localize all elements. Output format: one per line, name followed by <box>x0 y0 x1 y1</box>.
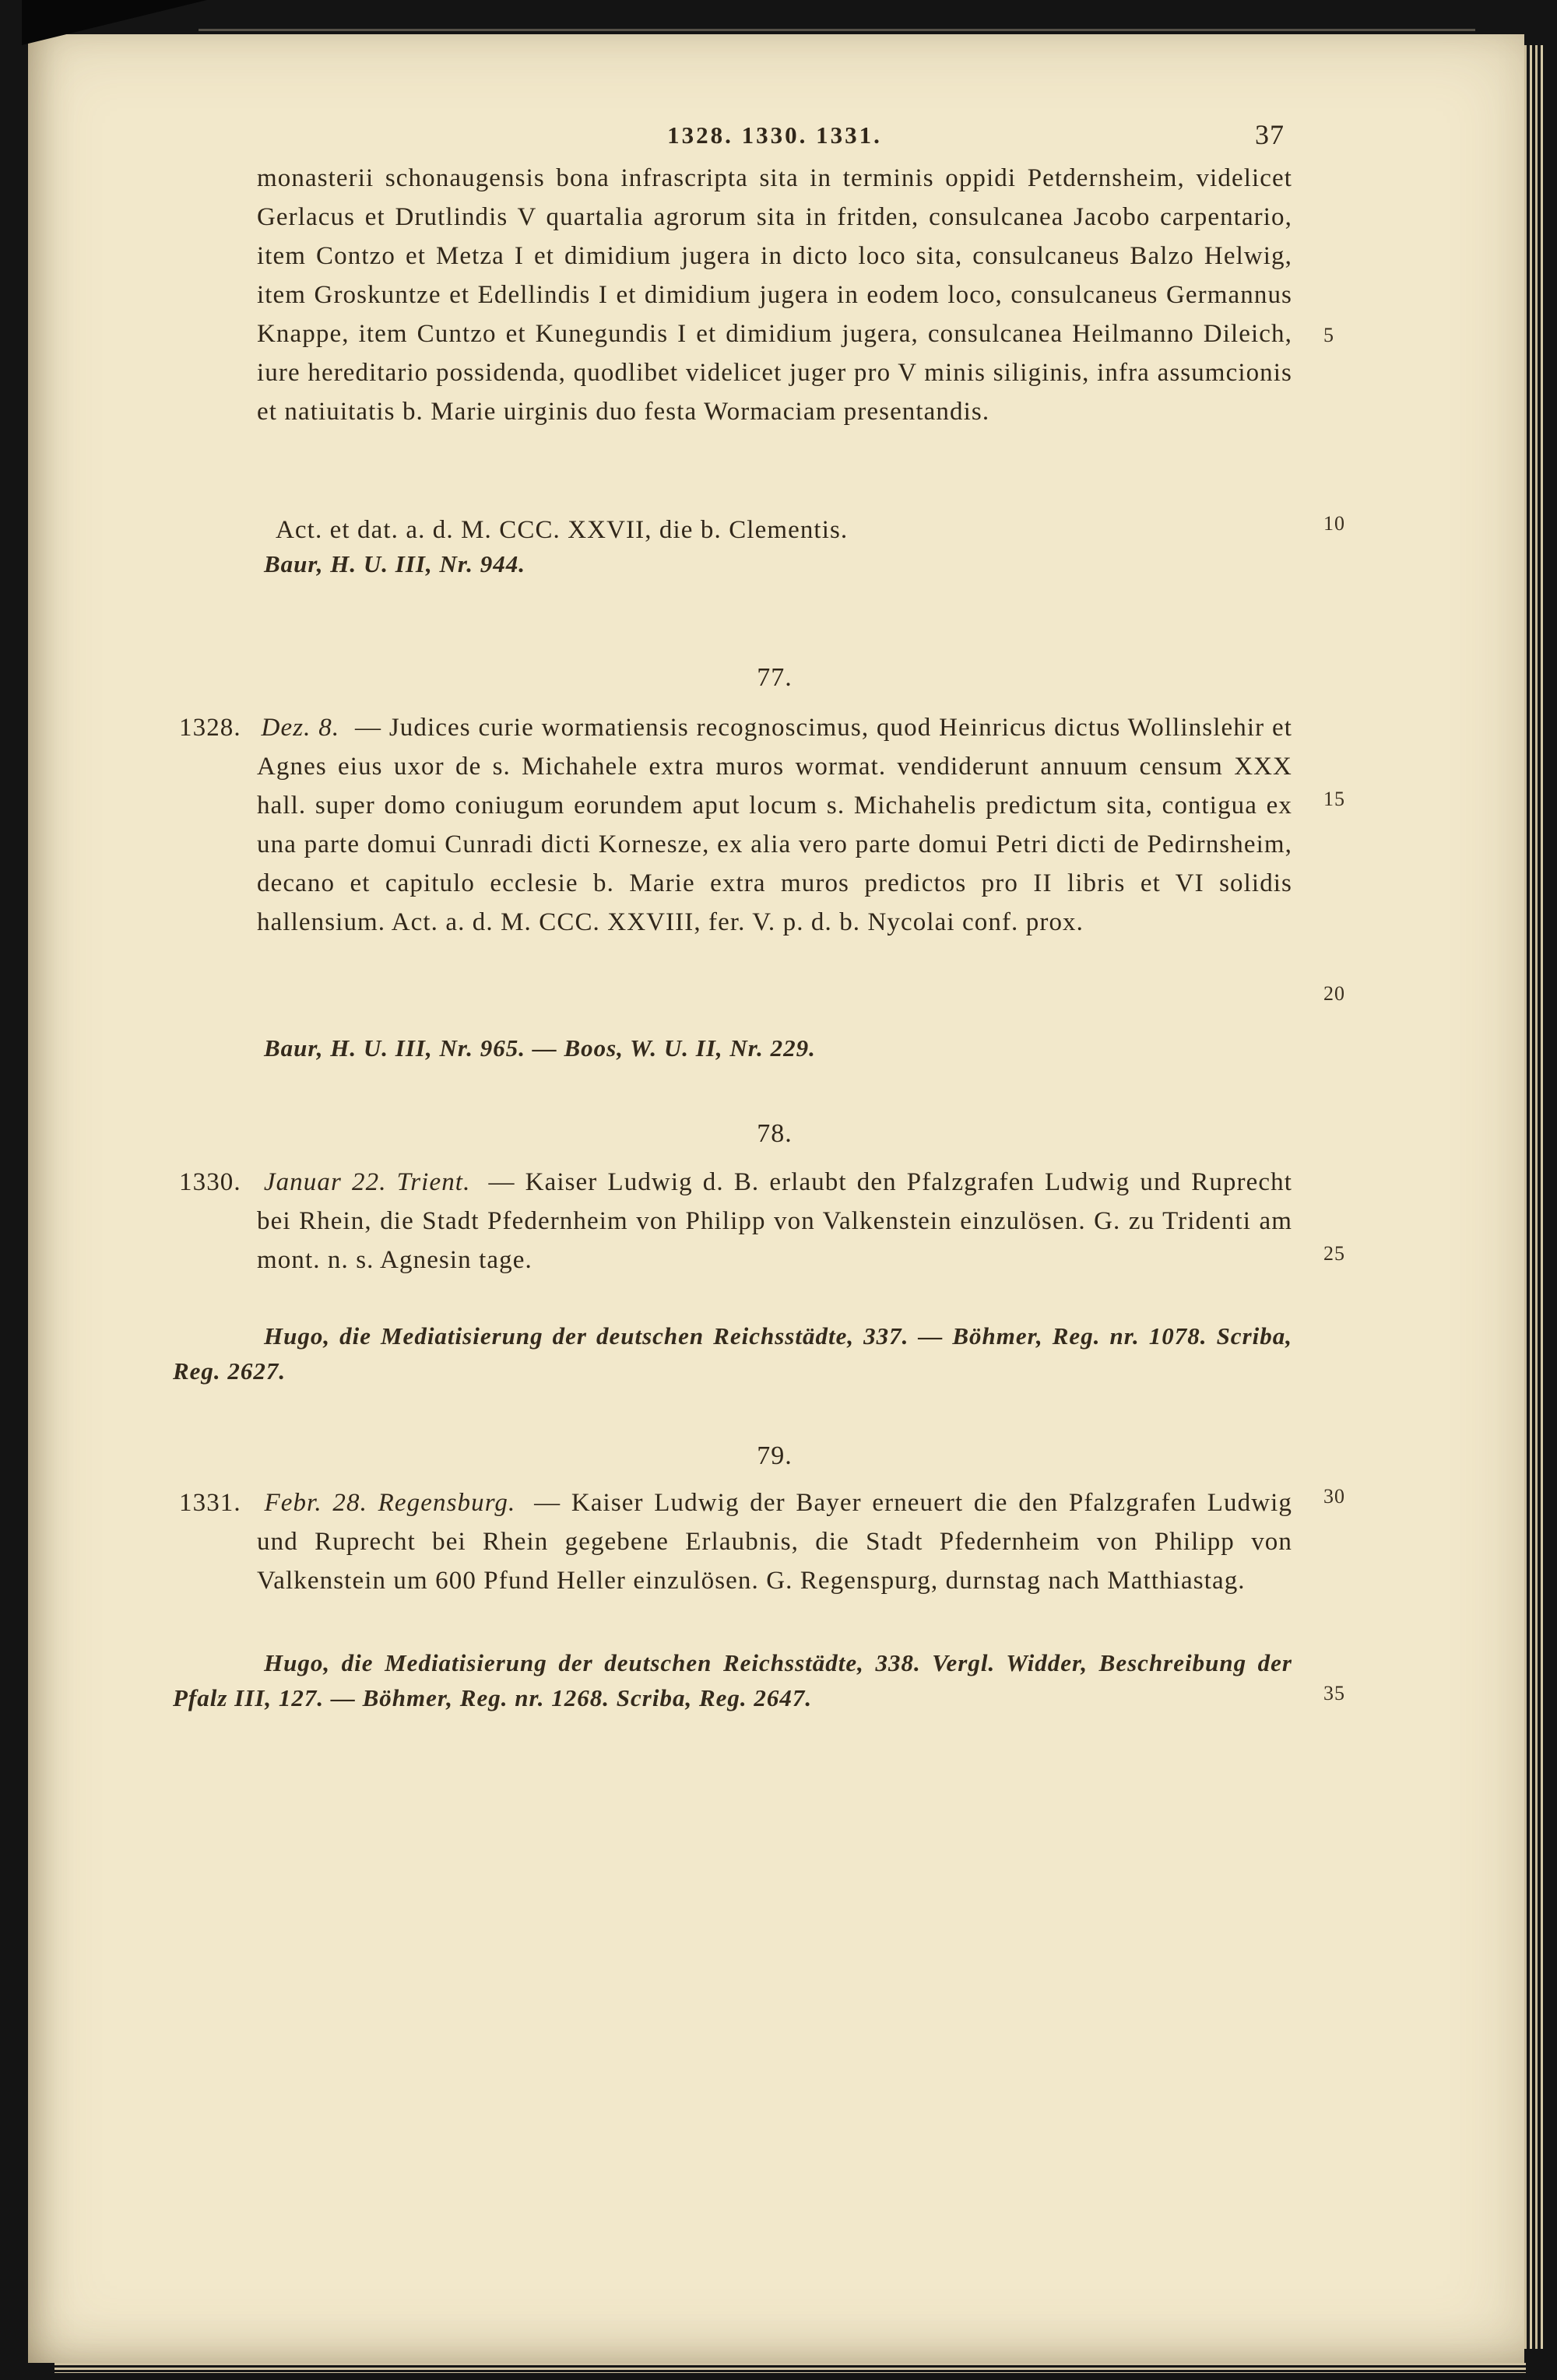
entry-number-79: 79. <box>757 1441 793 1470</box>
entry-number-78: 78. <box>757 1119 793 1148</box>
margin-line-number-25: 25 <box>1323 1242 1345 1265</box>
entry-78-citation: Hugo, die Mediatisierung der deutschen Reichsstädte, 337. — Böhmer, Reg. nr. 1078. Scriba, Reg. 2627. <box>173 1322 1292 1385</box>
margin-line-number-35: 35 <box>1323 1682 1345 1704</box>
entry-79-year: 1331. <box>179 1489 241 1517</box>
entry-77-citation: Baur, H. U. III, Nr. 965. — Boos, W. U. II, Nr. 229. <box>264 1034 816 1062</box>
margin-line-number-10: 10 <box>1323 512 1345 535</box>
entry-79-citation: Hugo, die Mediatisierung der deutschen Reichsstädte, 338. Vergl. Widder, Beschreibung der Pfalz III, 127. — Böhmer, Reg. nr. 1268. Scriba, Reg. 2647. <box>173 1649 1292 1711</box>
margin-line-number-30: 30 <box>1323 1485 1345 1508</box>
entry-78-text <box>179 1163 1292 1280</box>
entry-78-body: — Kaiser Ludwig d. B. erlaubt den Pfalzgrafen Ludwig und Ruprecht bei Rhein, die Stadt Pfedernheim von Philipp von Valkenstein einzulösen. G. zu Tridenti am mont. n. s. Agnesin tage. <box>257 1168 1292 1274</box>
page-header <box>257 121 1292 157</box>
dating-clause: Act. et dat. a. d. M. CCC. XXVII, die b. Clementis. <box>276 516 849 544</box>
entry-78-date-place: Januar 22. Trient. <box>263 1168 471 1196</box>
entry-77-text <box>179 708 1292 942</box>
margin-line-number-15: 15 <box>1323 788 1345 810</box>
entry-79-body: — Kaiser Ludwig der Bayer erneuert die den Pfalzgrafen Ludwig und Ruprecht bei Rhein gegebene Erlaubnis, die Stadt Pfedernheim von Philipp von Valkenstein um 600 Pfund Heller einzulösen. G. Regenspurg, durnstag nach Matthiastag. <box>257 1489 1292 1595</box>
page-edges-bottom <box>54 2363 1526 2373</box>
page-edge-top <box>199 29 1475 31</box>
page-number: 37 <box>1255 119 1285 150</box>
entry-79-date-place: Febr. 28. Regensburg. <box>264 1489 516 1517</box>
book-page <box>28 34 1524 2363</box>
entry-77-year: 1328. <box>179 714 241 742</box>
entry-77-date: Dez. 8. <box>261 714 340 742</box>
running-head-dates: 1328. 1330. 1331. <box>667 121 882 149</box>
entry-number-77: 77. <box>757 663 793 692</box>
page-edges-right <box>1524 45 1545 2349</box>
entry-continuation-text: monasterii schonaugensis bona infrascripta sita in terminis oppidi Petdernsheim, videlicet Gerlacus et Drutlindis V quartalia agrorum sita in fritden, consulcanea Jacobo carpentario, item Contzo et Metza I et dimidium jugera in dicto loco sita, consulcaneus Balzo Helwig, item Groskuntze et Edellindis I et dimidium jugera in eodem loco, consulcaneus Germannus Knappe, item Cuntzo et Kunegundis I et dimidium jugera, consulcanea Heilmanno Dileich, iure hereditario possidenda, quodlibet videlicet juger pro V minis siliginis, infra assumcionis et natiuitatis b. Marie uirginis duo festa Wormaciam presentandis. <box>257 164 1292 426</box>
margin-line-number-20: 20 <box>1323 982 1345 1005</box>
entry-79-text <box>179 1483 1292 1600</box>
entry-78-year: 1330. <box>179 1168 241 1196</box>
citation-continuation: Baur, H. U. III, Nr. 944. <box>264 550 525 577</box>
entry-77-body: — Judices curie wormatiensis recognoscimus, quod Heinricus dictus Wollinslehir et Agnes eius uxor de s. Michahele extra muros wormat. vendiderunt annuum censum XXX hall. super domo coniugum eorundem aput locum s. Michahelis predictum sita, contigua ex una parte domui Cunradi dicti Kornesze, ex alia vero parte domui Petri dicti de Pedirnsheim, decano et capitulo ecclesie b. Marie extra muros predictos pro II libris et VI solidis hallensium. Act. a. d. M. CCC. XXVIII, fer. V. p. d. b. Nycolai conf. prox. <box>257 714 1292 936</box>
margin-line-number-5: 5 <box>1323 324 1334 346</box>
